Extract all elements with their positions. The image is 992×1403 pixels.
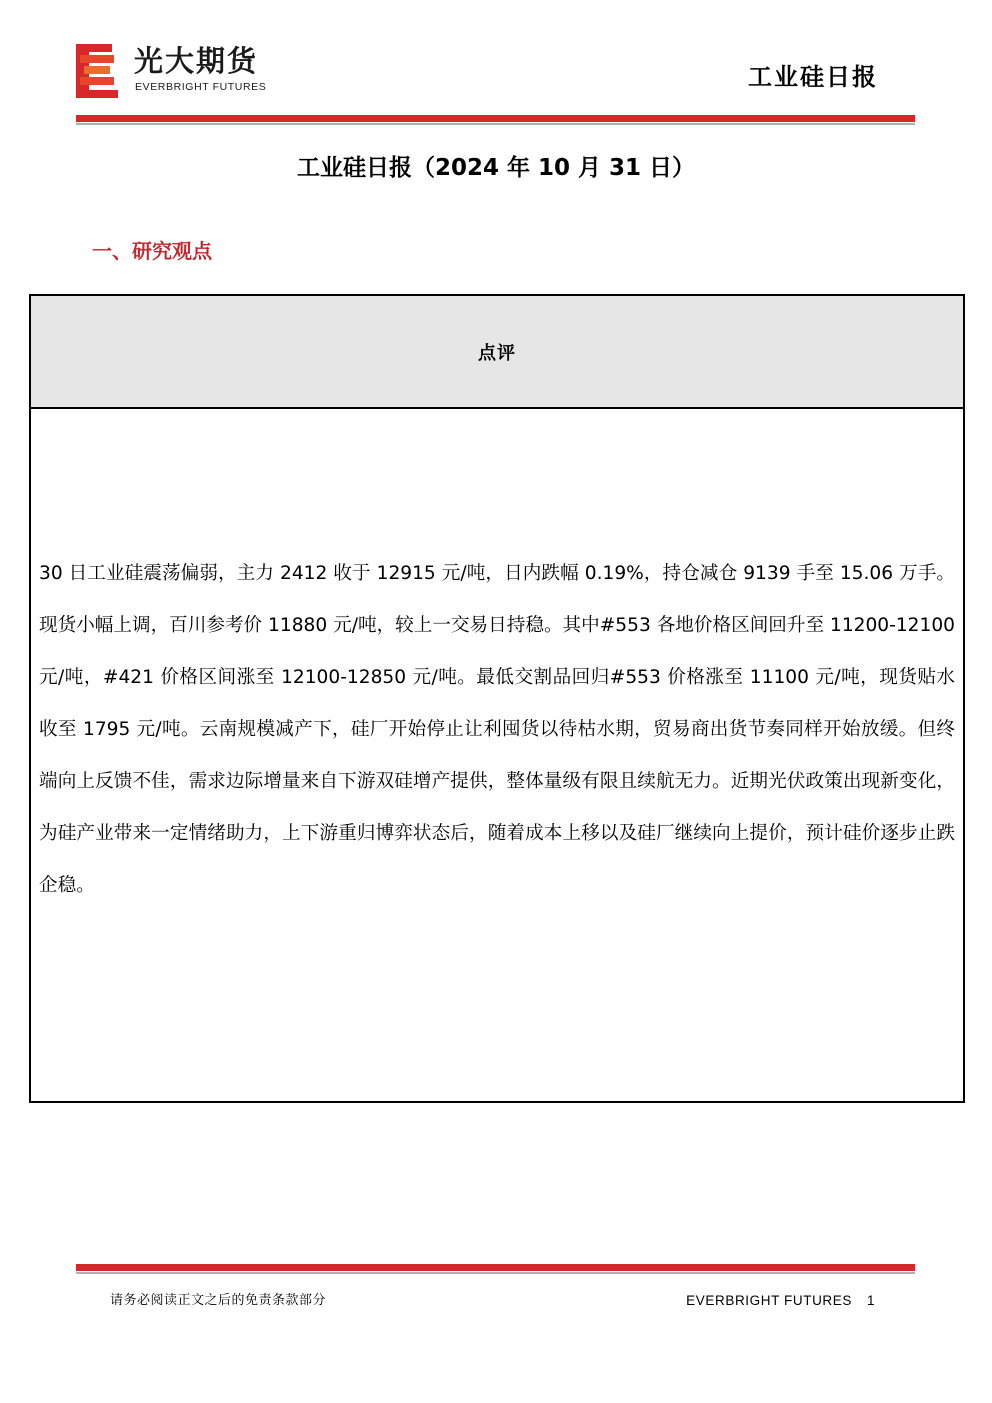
comment-box [29,294,965,1103]
footer-disclaimer: 请务必阅读正文之后的免责条款部分 [110,1293,327,1308]
company-logo [76,42,286,98]
report-name: 工业硅日报 [748,62,878,91]
page-number: 1 [867,1293,875,1308]
logo-chinese-name: 光大期货 [134,44,259,78]
section-heading: 一、研究观点 [92,239,212,263]
document-title: 工业硅日报（2024 年 10 月 31 日） [296,155,696,181]
comment-body: 30 日工业硅震荡偏弱，主力 2412 收于 12915 元/吨，日内跌幅 0.19%，持仓减仓 9139 手至 15.06 万手。现货小幅上调，百川参考价 11880 元/吨，较上一交易日持稳。其中#553 各地价格区间回升至 11200-12100 元/吨，#421 价格区间涨至 12100-12850 元/吨。最低交割品回归#553 价格涨至 11100 元/吨，现货贴水收至 1795 元/吨。云南规模减产下，硅厂开始停止让利囤货以待枯水期，贸易商出货节奏同样开始放缓。但终端向上反馈不佳，需求边际增量来自下游双硅增产提供，整体量级有限且续航无力。近期光伏政策出现新变化，为硅产业带来一定情绪助力，上下游重归博弈状态后，随着成本上移以及硅厂继续向上提价，预计硅价逐步止跌企稳。 [39,563,955,896]
footer-divider [76,1264,915,1271]
comment-header-label: 点评 [478,342,516,364]
comment-header [31,296,963,409]
everbright-e-logo-icon [76,44,118,98]
header-divider [76,115,915,122]
logo-english-name: EVERBRIGHT FUTURES [135,81,267,93]
footer-brand: EVERBRIGHT FUTURES [686,1293,852,1308]
